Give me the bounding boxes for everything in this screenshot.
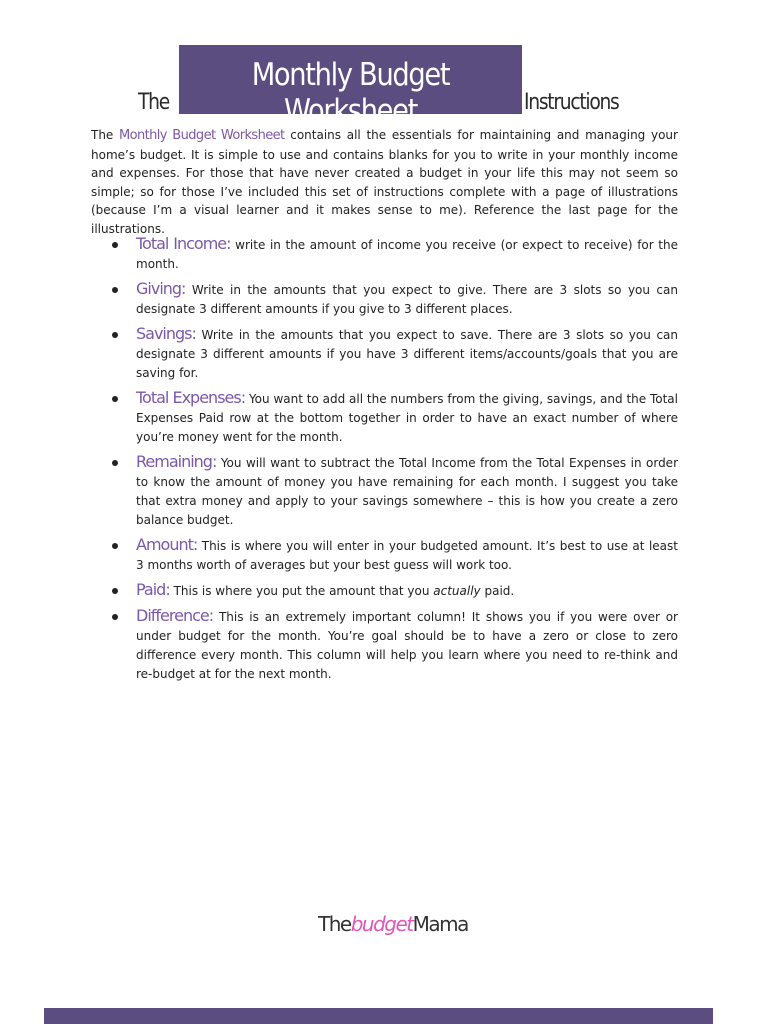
- term-label: Amount:: [136, 535, 198, 554]
- term-label: Paid:: [136, 580, 170, 599]
- term-label: Total Income:: [136, 234, 231, 253]
- bullet-icon: [112, 460, 118, 466]
- term-text: You want to add all the numbers from the giving, savings, and the Total Expenses Paid row at the bottom together in order to have an exact number of where you’re money went for the month.: [136, 392, 678, 444]
- term-text: write in the amount of income you receive (or expect to receive) for the month.: [136, 238, 678, 271]
- budget-mama-logo: [318, 912, 468, 952]
- title-banner: [179, 45, 522, 129]
- term-text: This is where you will enter in your budgeted amount. It’s best to use at least 3 months worth of averages but your best guess will work too.: [136, 539, 678, 572]
- term-label: Remaining:: [136, 452, 217, 471]
- list-item: [104, 324, 678, 383]
- bullet-icon: [112, 396, 118, 402]
- bullet-icon: [112, 588, 118, 594]
- bullet-icon: [112, 543, 118, 549]
- intro-paragraph: [91, 126, 678, 238]
- bullet-icon: [112, 614, 118, 620]
- list-item: [104, 535, 678, 575]
- intro-lead: The: [91, 128, 114, 142]
- term-label: Total Expenses:: [136, 388, 246, 407]
- term-label: Giving:: [136, 279, 186, 298]
- bullet-icon: [112, 332, 118, 338]
- list-item: [104, 606, 678, 684]
- term-text: You will want to subtract the Total Income from the Total Expenses in order to know the amount of money you have remaining for each month. I suggest you take that extra money and apply to your savings somewhere – this is how you create a zero balance budget.: [136, 456, 678, 527]
- term-emphasis: actually: [433, 584, 481, 598]
- page-title: Monthly Budget Worksheet: [251, 57, 450, 129]
- bullet-icon: [112, 242, 118, 248]
- list-item: [104, 388, 678, 447]
- title-the: The: [138, 90, 169, 115]
- term-label: Savings:: [136, 324, 196, 343]
- list-item: [104, 452, 678, 530]
- intro-text: contains all the essentials for maintaining and managing your home’s budget. It is simple to use and contains blanks for you to write in your monthly income and expenses. For those that have never created a budget in your life this may not seem so simple; so for those I’ve included this set of instructions complete with a page of illustrations (because I’m a visual learner and it makes sense to me). Reference the last page for the illustrations.: [91, 128, 678, 236]
- bullet-icon: [112, 287, 118, 293]
- title-header: [0, 0, 768, 129]
- term-text-before: This is where you put the amount that you: [173, 584, 430, 598]
- logo-budget: budget: [350, 912, 413, 936]
- term-label: Difference:: [136, 606, 214, 625]
- logo-the: The: [318, 912, 351, 936]
- intro-title-ref: Monthly Budget Worksheet: [119, 128, 285, 143]
- instruction-list: [104, 234, 678, 689]
- term-text: Write in the amounts that you expect to give. There are 3 slots so you can designate 3 different amounts if you give to 3 different places.: [136, 283, 678, 316]
- list-item: [104, 279, 678, 319]
- logo-mama: Mama: [412, 912, 468, 936]
- list-item: [104, 234, 678, 274]
- term-text: Write in the amounts that you expect to save. There are 3 slots so you can designate 3 different amounts if you have 3 different items/accounts/goals that you are saving for.: [136, 328, 678, 380]
- title-instructions: Instructions: [524, 90, 619, 115]
- term-text-after: paid.: [484, 584, 515, 598]
- term-text: This is an extremely important column! It shows you if you were over or under budget for the month. You’re goal should be to have a zero or close to zero difference every month. This column will help you learn where you need to re-think and re-budget at for the next month.: [136, 610, 678, 681]
- list-item: [104, 580, 678, 601]
- footer-bar: [44, 1008, 713, 1024]
